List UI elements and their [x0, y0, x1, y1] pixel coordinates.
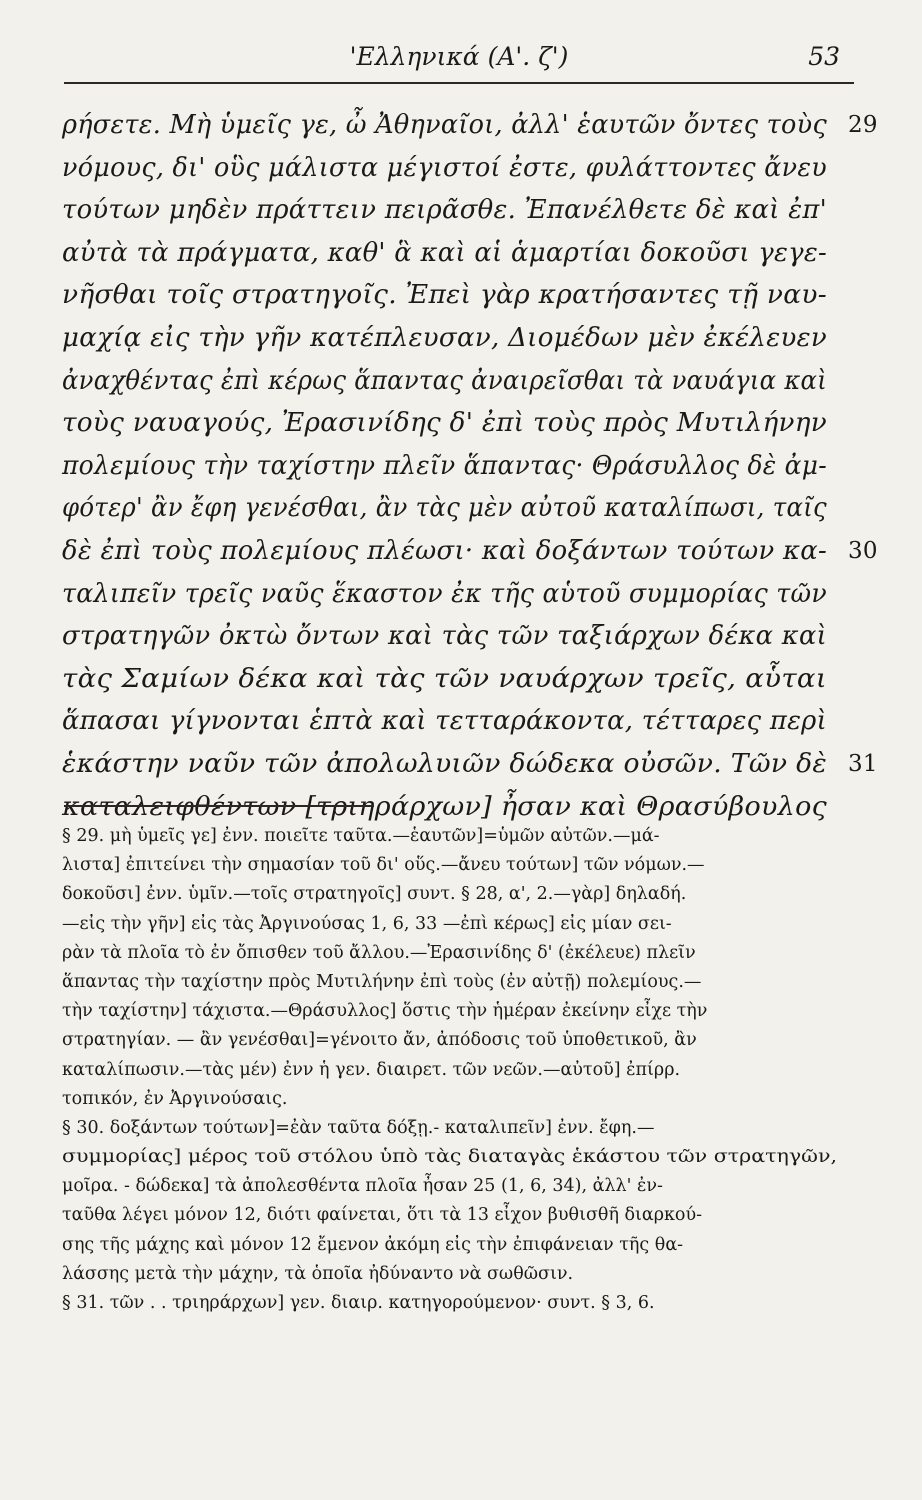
- note-line-text: § 30. δοξάντων τούτων]=ἐὰν ταῦτα δόξῃ.- καταλιπεῖν] ἐνν. ἔφη.—: [62, 1117, 655, 1138]
- text-line-content: καταλειφθέντων [τριηράρχων] ἦσαν καὶ Θρασύβουλος: [62, 790, 827, 822]
- text-line-content: νῆσθαι τοῖς στρατηγοῖς. Ἐπεὶ γὰρ κρατήσαντες τῇ ναυ-: [62, 279, 827, 311]
- text-line-content: ρήσετε. Μὴ ὑμεῖς γε, ὦ Ἀθηναῖοι, ἀλλ' ἑαυτῶν ὄντες τοὺς: [62, 109, 827, 140]
- note-line-text: τοπικόν, ἐν Ἀργινούσαις.: [62, 1088, 288, 1109]
- text-line: [62, 700, 832, 743]
- note-line: [62, 910, 842, 939]
- text-line-content: στρατηγῶν ὀκτὼ ὄντων καὶ τὰς τῶν ταξιάρχων δέκα καὶ: [62, 620, 827, 652]
- header-rule: [64, 82, 854, 84]
- note-line-text: στρατηγίαν. — ἂν γενέσθαι]=γένοιτο ἄν, ἀπόδοσις τοῦ ὑποθετικοῦ, ἂν: [62, 1030, 697, 1051]
- note-line: [62, 1056, 842, 1085]
- note-line: [62, 1114, 842, 1143]
- note-line: [62, 851, 842, 880]
- text-line-content: δὲ ἐπὶ τοὺς πολεμίους πλέωσι· καὶ δοξάντων τούτων κα-: [62, 534, 827, 566]
- text-line: [62, 573, 832, 616]
- page-number: 53: [808, 42, 840, 71]
- notes-rule: [64, 805, 374, 807]
- text-line-content: τοὺς ναυαγούς, Ἐρασινίδης δ' ἐπὶ τοὺς πρὸς Μυτιλήνην: [62, 407, 827, 439]
- note-line-text: § 31. τῶν . . τριηράρχων] γεν. διαιρ. κατηγορούμενον· συντ. § 3, 6.: [62, 1293, 655, 1313]
- note-line: [62, 997, 842, 1026]
- text-line: [62, 402, 832, 445]
- note-line: [62, 1289, 842, 1318]
- text-line-content: πολεμίους τὴν ταχίστην πλεῖν ἅπαντας· Θράσυλλος δὲ ἀμ-: [62, 449, 827, 481]
- note-line-text: δοκοῦσι] ἐνν. ὑμῖν.—τοῖς στρατηγοῖς] συντ. § 28, α', 2.—γὰρ] δηλαδή.: [62, 884, 687, 905]
- page-header: [64, 36, 854, 76]
- text-line-content: φότερ' ἂν ἔφη γενέσθαι, ἂν τὰς μὲν αὐτοῦ καταλίπωσι, ταῖς: [62, 492, 827, 524]
- note-line: [62, 1231, 842, 1260]
- text-line: [62, 317, 832, 360]
- text-line: [62, 360, 832, 403]
- text-line: [62, 232, 832, 275]
- text-line: [62, 530, 878, 573]
- text-line-content: ἅπασαι γίγνονται ἑπτὰ καὶ τετταράκοντα, τέτταρες περὶ: [62, 705, 827, 737]
- text-line: [62, 189, 832, 232]
- text-line: [62, 743, 878, 786]
- note-line: [62, 1201, 842, 1230]
- text-line-content: ἀναχθέντας ἐπὶ κέρως ἅπαντας ἀναιρεῖσθαι τὰ ναυάγια καὶ: [62, 364, 827, 396]
- text-line: [62, 445, 832, 488]
- note-line: [62, 1172, 842, 1201]
- text-line: [62, 147, 832, 190]
- note-line-text: σης τῆς μάχης καὶ μόνον 12 ἔμενον ἀκόμη εἰς τὴν ἐπιφάνειαν τῆς θα-: [62, 1234, 684, 1255]
- section-number: 29: [848, 112, 878, 138]
- note-line: [62, 880, 842, 909]
- note-line: [62, 1085, 842, 1114]
- note-line: [62, 968, 842, 997]
- commentary-notes: [62, 822, 842, 1318]
- text-line: [62, 274, 832, 317]
- section-number: 31: [848, 750, 878, 777]
- text-line-content: αὐτὰ τὰ πράγματα, καθ' ἃ καὶ αἱ ἁμαρτίαι δοκοῦσι γεγε-: [62, 236, 827, 268]
- text-line-content: ταλιπεῖν τρεῖς ναῦς ἕκαστον ἐκ τῆς αὑτοῦ συμμορίας τῶν: [62, 577, 827, 609]
- note-line-text: συμμορίας] μέρος τοῦ στόλου ὑπὸ τὰς διαταγὰς ἑκάστου τῶν στρατηγῶν,: [62, 1147, 837, 1168]
- section-number: 30: [848, 537, 878, 564]
- text-line-content: τούτων μηδὲν πράττειν πειρᾶσθε. Ἐπανέλθετε δὲ καὶ ἐπ': [62, 194, 827, 226]
- text-line-content: ἑκάστην ναῦν τῶν ἀπολωλυιῶν δώδεκα οὐσῶν. Τῶν δὲ: [62, 747, 827, 779]
- note-line-text: ταῦθα λέγει μόνον 12, διότι φαίνεται, ὅτι τὰ 13 εἶχον βυθισθῆ διαρκού-: [62, 1205, 703, 1226]
- text-line: [62, 104, 878, 147]
- note-line-text: § 29. μὴ ὑμεῖς γε] ἐνν. ποιεῖτε ταῦτα.—ἑαυτῶν]=ὑμῶν αὐτῶν.—μά-: [62, 826, 660, 846]
- note-line-text: ἅπαντας τὴν ταχίστην πρὸς Μυτιλήνην ἐπὶ τοὺς (ἐν αὐτῇ) πολεμίους.—: [62, 971, 702, 992]
- text-line: [62, 658, 832, 701]
- text-line-content: μαχίᾳ εἰς τὴν γῆν κατέπλευσαν, Διομέδων μὲν ἐκέλευεν: [62, 321, 827, 353]
- running-title: 'Ελληνικά (Α'. ζ'): [349, 42, 569, 71]
- text-line: [62, 487, 832, 530]
- note-line-text: —εἰς τὴν γῆν] εἰς τὰς Ἀργινούσας 1, 6, 33 —ἐπὶ κέρως] εἰς μίαν σει-: [62, 913, 672, 934]
- note-line: [62, 1260, 842, 1289]
- note-line-text: ρὰν τὰ πλοῖα τὸ ἐν ὄπισθεν τοῦ ἄλλου.—Ἐρασινίδης δ' (ἐκέλευε) πλεῖν: [62, 942, 696, 963]
- note-line: [62, 822, 842, 851]
- note-line: [62, 939, 842, 968]
- note-line-text: μοῖρα. - δώδεκα] τὰ ἀπολεσθέντα πλοῖα ἦσαν 25 (1, 6, 34), ἀλλ' ἐν-: [62, 1176, 663, 1197]
- note-line-text: λιστα] ἐπιτείνει τὴν σημασίαν τοῦ δι' οὕς.—ἄνευ τούτων] τῶν νόμων.—: [62, 855, 705, 876]
- text-line: [62, 615, 832, 658]
- main-text: [62, 104, 878, 828]
- note-line-text: τὴν ταχίστην] τάχιστα.—Θράσυλλος] ὅστις τὴν ἡμέραν ἐκείνην εἶχε τὴν: [62, 1001, 708, 1022]
- text-line-content: νόμους, δι' οὓς μάλιστα μέγιστοί ἐστε, φυλάττοντες ἄνευ: [62, 151, 827, 183]
- text-line-content: τὰς Σαμίων δέκα καὶ τὰς τῶν ναυάρχων τρεῖς, αὗται: [62, 662, 827, 694]
- note-line: [62, 1026, 842, 1055]
- note-line: [62, 1143, 842, 1172]
- note-line-text: λάσσης μετὰ τὴν μάχην, τὰ ὁποῖα ἠδύναντο νὰ σωθῶσιν.: [62, 1263, 574, 1284]
- note-line-text: καταλίπωσιν.—τὰς μέν) ἐνν ἡ γεν. διαιρετ. τῶν νεῶν.—αὐτοῦ] ἐπίρρ.: [62, 1059, 681, 1080]
